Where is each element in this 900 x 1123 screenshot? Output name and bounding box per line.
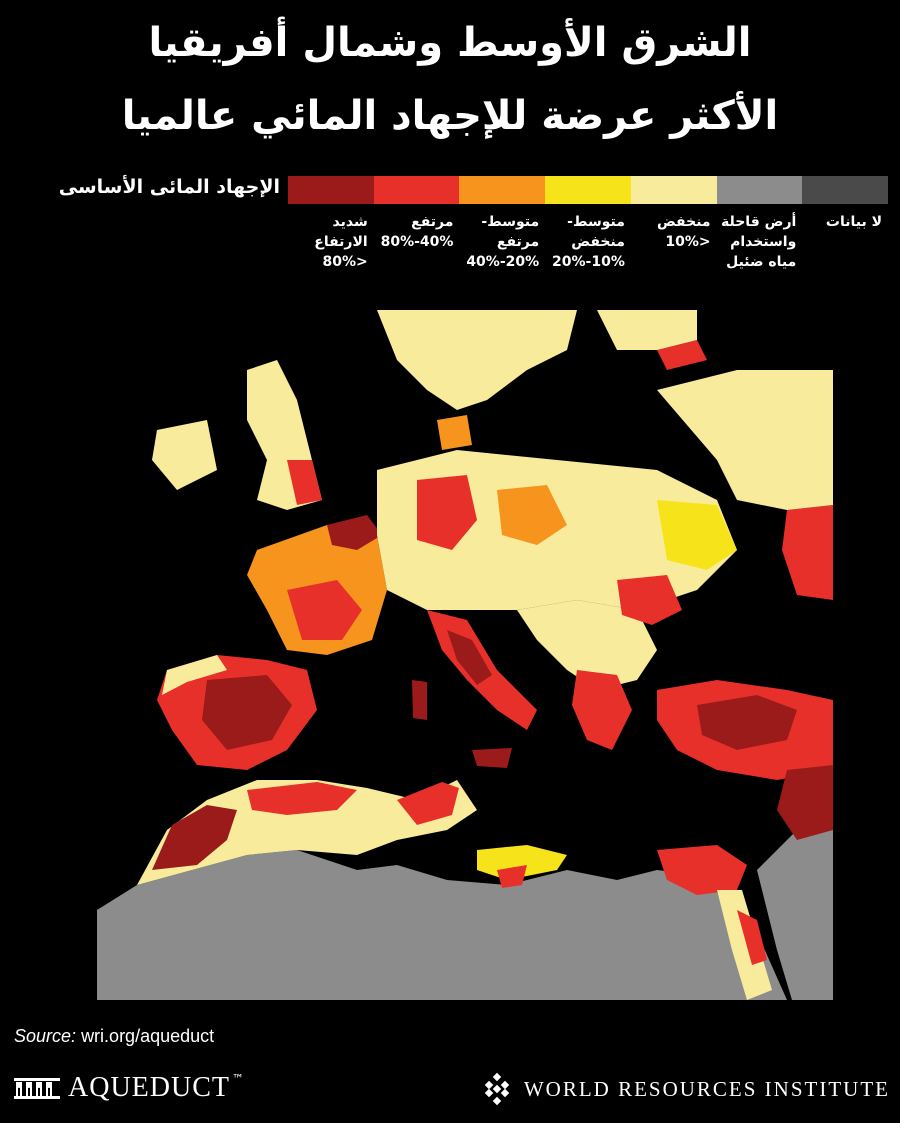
legend-swatch-low	[631, 176, 717, 204]
legend-swatch-extremely-high	[288, 176, 374, 204]
legend-label-low-medium: متوسط- منخفض 10%-20%	[552, 214, 625, 270]
legend-labels	[288, 212, 888, 272]
aqueduct-name: AQUEDUCT	[68, 1072, 230, 1103]
trademark-mark: ™	[232, 1072, 244, 1086]
source-url: wri.org/aqueduct	[81, 1026, 215, 1046]
legend-swatches	[288, 176, 888, 204]
legend-title: الإجهاد المائى الأساسى	[58, 176, 280, 198]
legend-swatch-low-medium	[545, 176, 631, 204]
title-line-1: الشرق الأوسط وشمال أفريقيا	[148, 20, 752, 66]
sardinia	[412, 680, 427, 720]
legend-swatch-medium-high	[459, 176, 545, 204]
legend-label-no-data: لا بيانات	[825, 214, 883, 230]
aqueduct-logo	[14, 1072, 244, 1104]
legend-label-arid: أرض قاحلة واستخدام مياه ضئيل	[721, 214, 797, 270]
source-credit: Source: wri.org/aqueduct	[14, 1026, 215, 1046]
legend-swatch-high	[374, 176, 460, 204]
water-stress-map	[97, 310, 833, 1000]
legend-swatch-arid	[717, 176, 803, 204]
wri-logo	[480, 1072, 890, 1106]
legend-label-extremely-high: شديد الارتفاع <80%	[314, 214, 368, 270]
wri-name: WORLD RESOURCES INSTITUTE	[523, 1076, 890, 1101]
wri-icon	[480, 1072, 514, 1106]
legend-label-medium-high: متوسط- مرتفع 20%-40%	[466, 214, 540, 270]
title-line-2: الأكثر عرضة للإجهاد المائي عالميا	[121, 93, 779, 139]
legend-swatch-no-data	[802, 176, 888, 204]
legend-label-high: مرتفع 40%-80%	[380, 214, 454, 250]
legend-label-low: منخفض <10%	[656, 214, 711, 250]
sicily	[472, 748, 512, 768]
aqueduct-icon	[14, 1076, 60, 1100]
denmark	[437, 415, 472, 450]
